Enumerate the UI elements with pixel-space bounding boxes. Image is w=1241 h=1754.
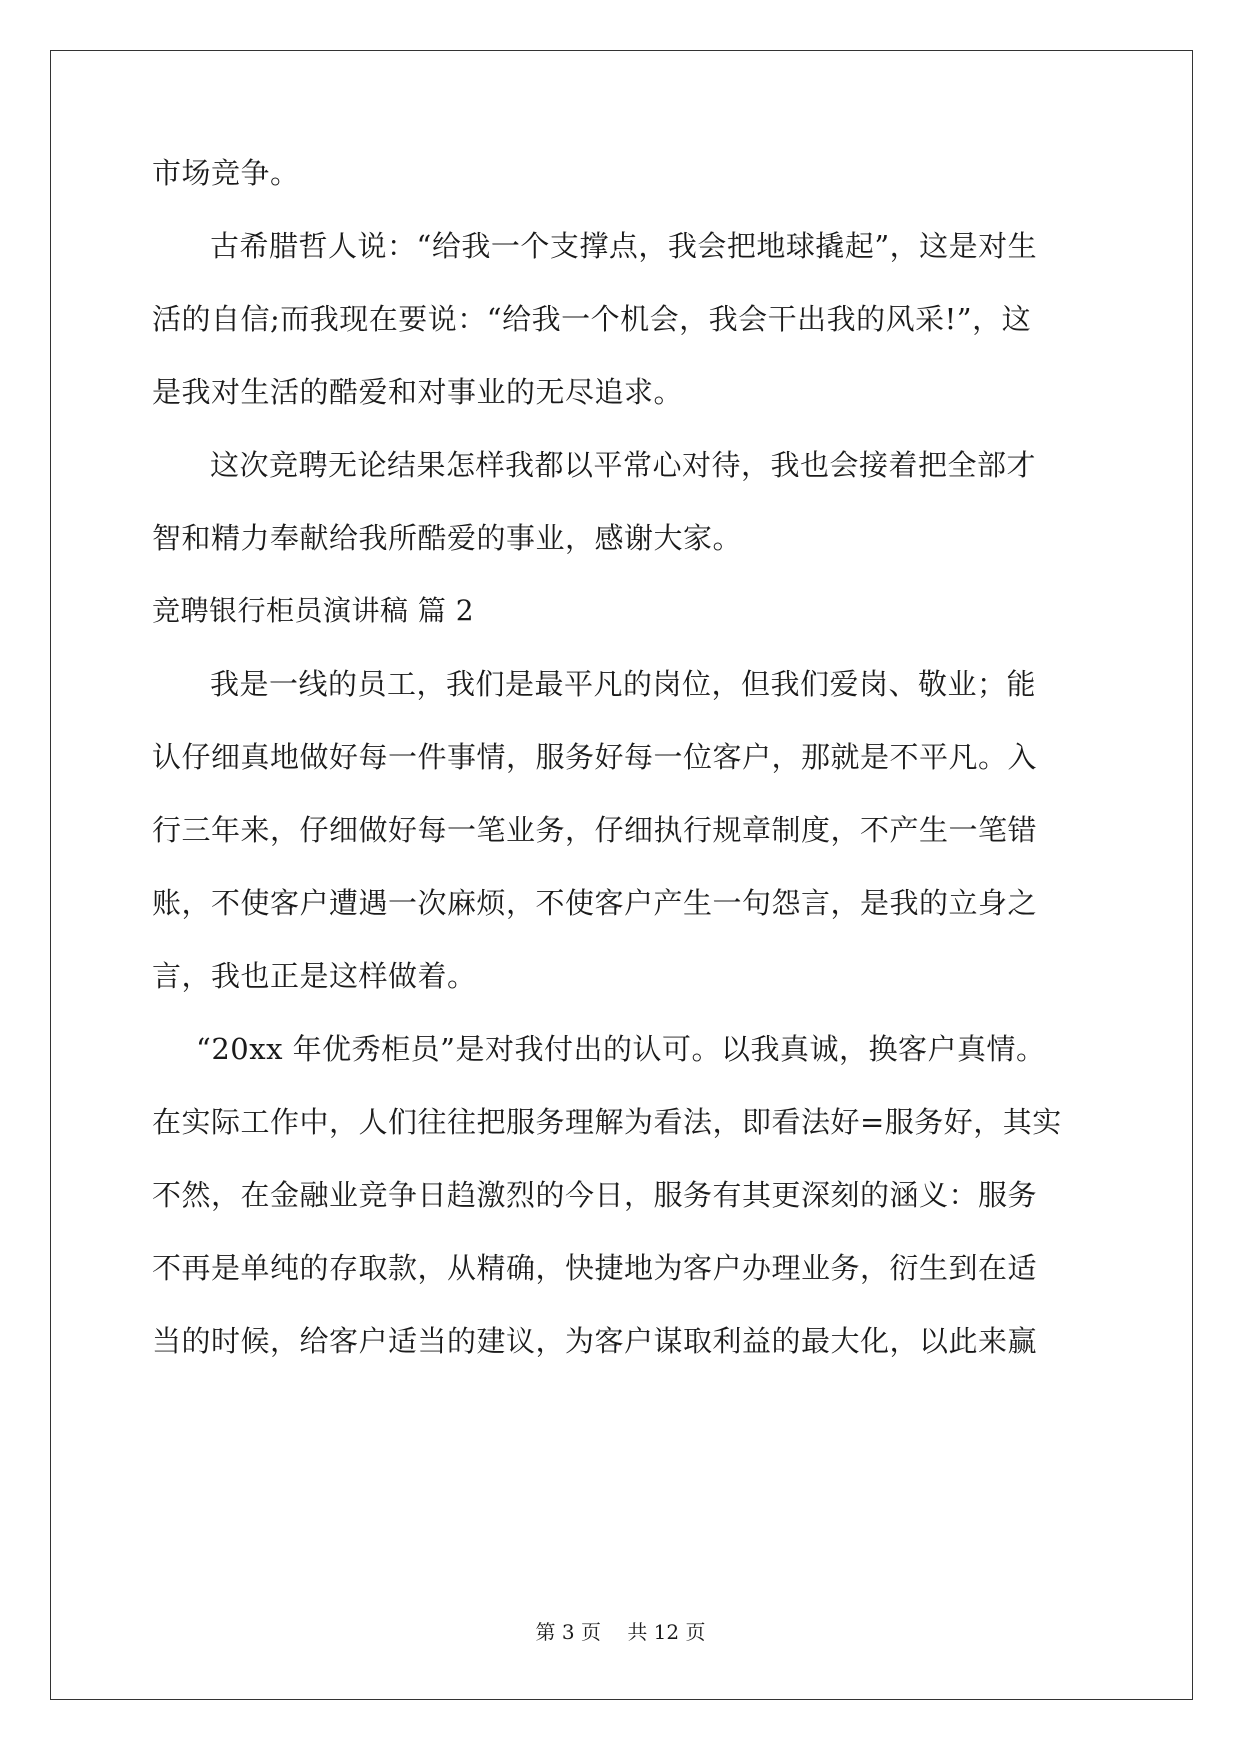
text-line: 我是一线的员工，我们是最平凡的岗位，但我们爱岗、敬业；能 bbox=[210, 667, 1037, 701]
page-border bbox=[50, 50, 1193, 1700]
text-line: 行三年来，仔细做好每一笔业务，仔细执行规章制度，不产生一笔错 bbox=[152, 813, 1038, 847]
text-line: 市场竞争。 bbox=[152, 156, 300, 190]
text-line: 不再是单纯的存取款，从精确，快捷地为客户办理业务，衍生到在适 bbox=[152, 1251, 1038, 1285]
text-line: 古希腊哲人说：“给我一个支撑点，我会把地球撬起”，这是对生 bbox=[210, 229, 1038, 263]
text-line: 不然，在金融业竞争日趋激烈的今日，服务有其更深刻的涵义：服务 bbox=[152, 1178, 1038, 1212]
text-line: 是我对生活的酷爱和对事业的无尽追求。 bbox=[152, 375, 684, 409]
page-total: 共 12 页 bbox=[627, 1620, 706, 1644]
text-line: 活的自信;而我现在要说：“给我一个机会，我会干出我的风采!”，这 bbox=[152, 302, 1032, 336]
text-line: 智和精力奉献给我所酷爱的事业，感谢大家。 bbox=[152, 521, 743, 555]
text-line: 当的时候，给客户适当的建议，为客户谋取利益的最大化，以此来赢 bbox=[152, 1324, 1038, 1358]
text-line: 这次竞聘无论结果怎样我都以平常心对待，我也会接着把全部才 bbox=[210, 448, 1037, 482]
text-line: 账，不使客户遭遇一次麻烦，不使客户产生一句怨言，是我的立身之 bbox=[152, 886, 1038, 920]
text-line: 言，我也正是这样做着。 bbox=[152, 959, 477, 993]
text-line: 认仔细真地做好每一件事情，服务好每一位客户，那就是不平凡。入 bbox=[152, 740, 1038, 774]
page-footer bbox=[0, 1620, 1241, 1644]
text-line: “20xx 年优秀柜员”是对我付出的认可。以我真诚，换客户真情。 bbox=[196, 1032, 1046, 1066]
page-number: 第 3 页 bbox=[535, 1620, 601, 1644]
section-heading: 竞聘银行柜员演讲稿 篇 2 bbox=[152, 594, 475, 627]
text-line: 在实际工作中，人们往往把服务理解为看法，即看法好=服务好，其实 bbox=[152, 1105, 1062, 1139]
